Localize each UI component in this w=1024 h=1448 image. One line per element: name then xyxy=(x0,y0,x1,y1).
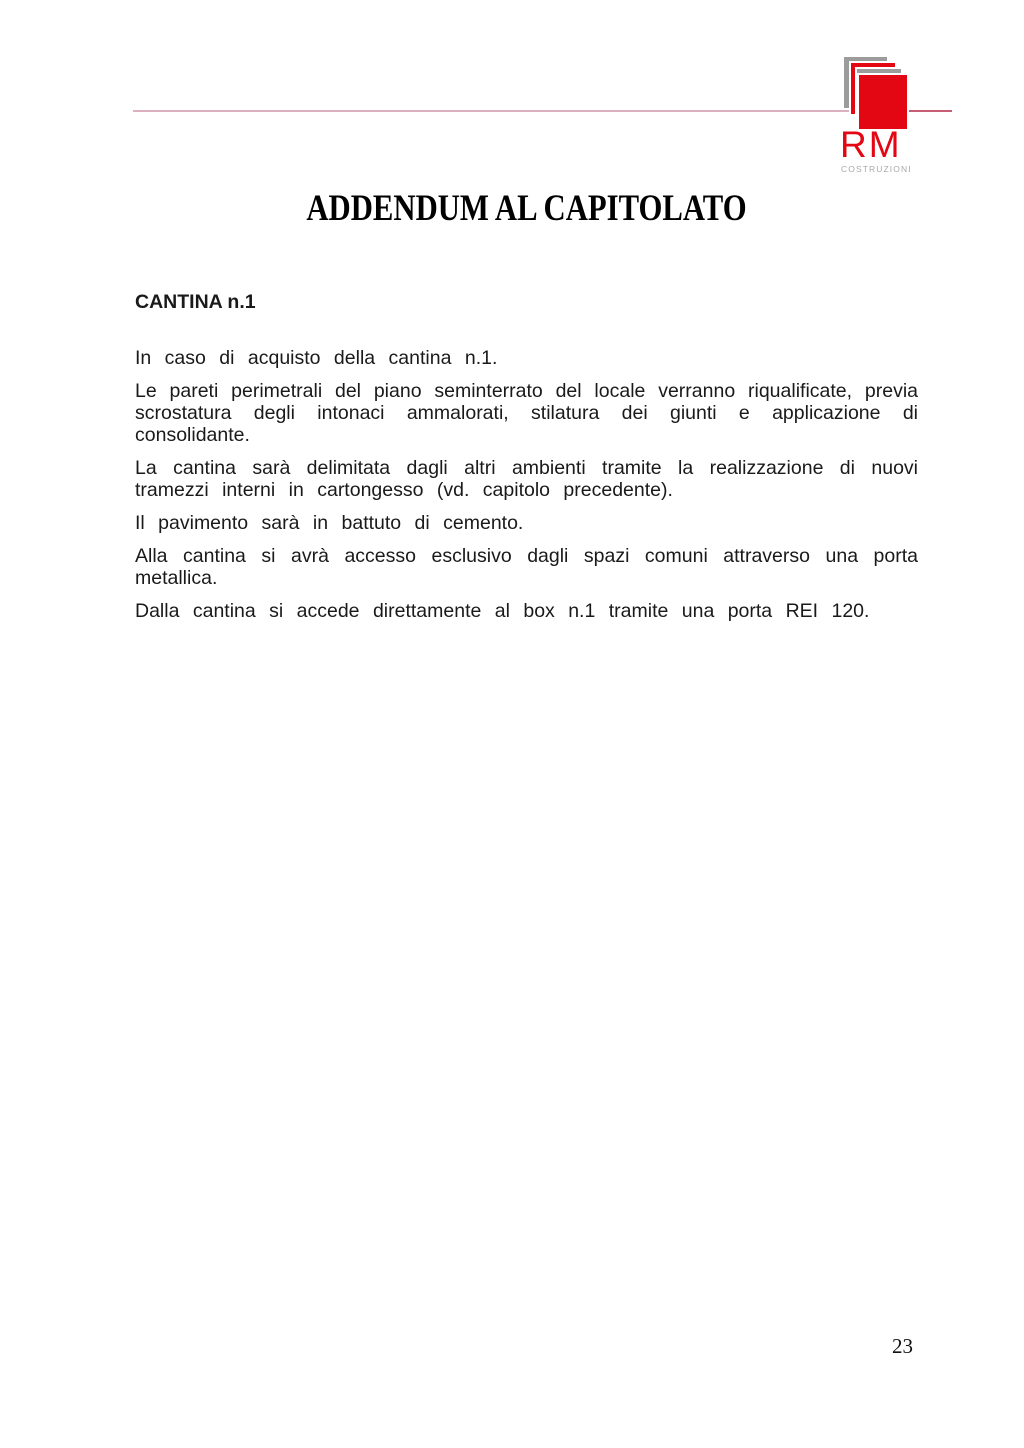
logo-square-red-front-icon xyxy=(857,73,909,131)
body-paragraph xyxy=(135,347,918,369)
document-title: ADDENDUM AL CAPITOLATO xyxy=(306,188,747,229)
body-paragraph xyxy=(135,512,918,534)
body-paragraph xyxy=(135,600,918,622)
paragraph-line: Il pavimento sarà in battuto di cemento. xyxy=(135,512,524,534)
paragraph-line: consolidante. xyxy=(135,424,250,446)
header-rule xyxy=(133,110,952,112)
paragraph-line: Le pareti perimetrali del piano seminterrato del locale verranno riqualificate, previa xyxy=(135,380,918,402)
section-heading: CANTINA n.1 xyxy=(135,291,256,313)
paragraph-line: scrostatura degli intonaci ammalorati, stilatura dei giunti e applicazione di xyxy=(135,402,918,424)
document-body xyxy=(135,291,918,633)
paragraph-line: Alla cantina si avrà accesso esclusivo dagli spazi comuni attraverso una porta xyxy=(135,545,918,567)
paragraph-line: Dalla cantina si accede direttamente al box n.1 tramite una porta REI 120. xyxy=(135,600,870,622)
body-paragraph xyxy=(135,380,918,446)
paragraph-line: tramezzi interni in cartongesso (vd. capitolo precedente). xyxy=(135,479,673,501)
logo-subtitle-text: COSTRUZIONI xyxy=(841,164,912,174)
paragraph-line: La cantina sarà delimitata dagli altri ambienti tramite la realizzazione di nuovi xyxy=(135,457,918,479)
paragraph-line: In caso di acquisto della cantina n.1. xyxy=(135,347,498,369)
paragraph-line: metallica. xyxy=(135,567,218,589)
body-paragraph xyxy=(135,545,918,589)
body-paragraph xyxy=(135,457,918,501)
logo-brand-text: RM xyxy=(840,124,902,165)
page-number: 23 xyxy=(892,1334,913,1358)
